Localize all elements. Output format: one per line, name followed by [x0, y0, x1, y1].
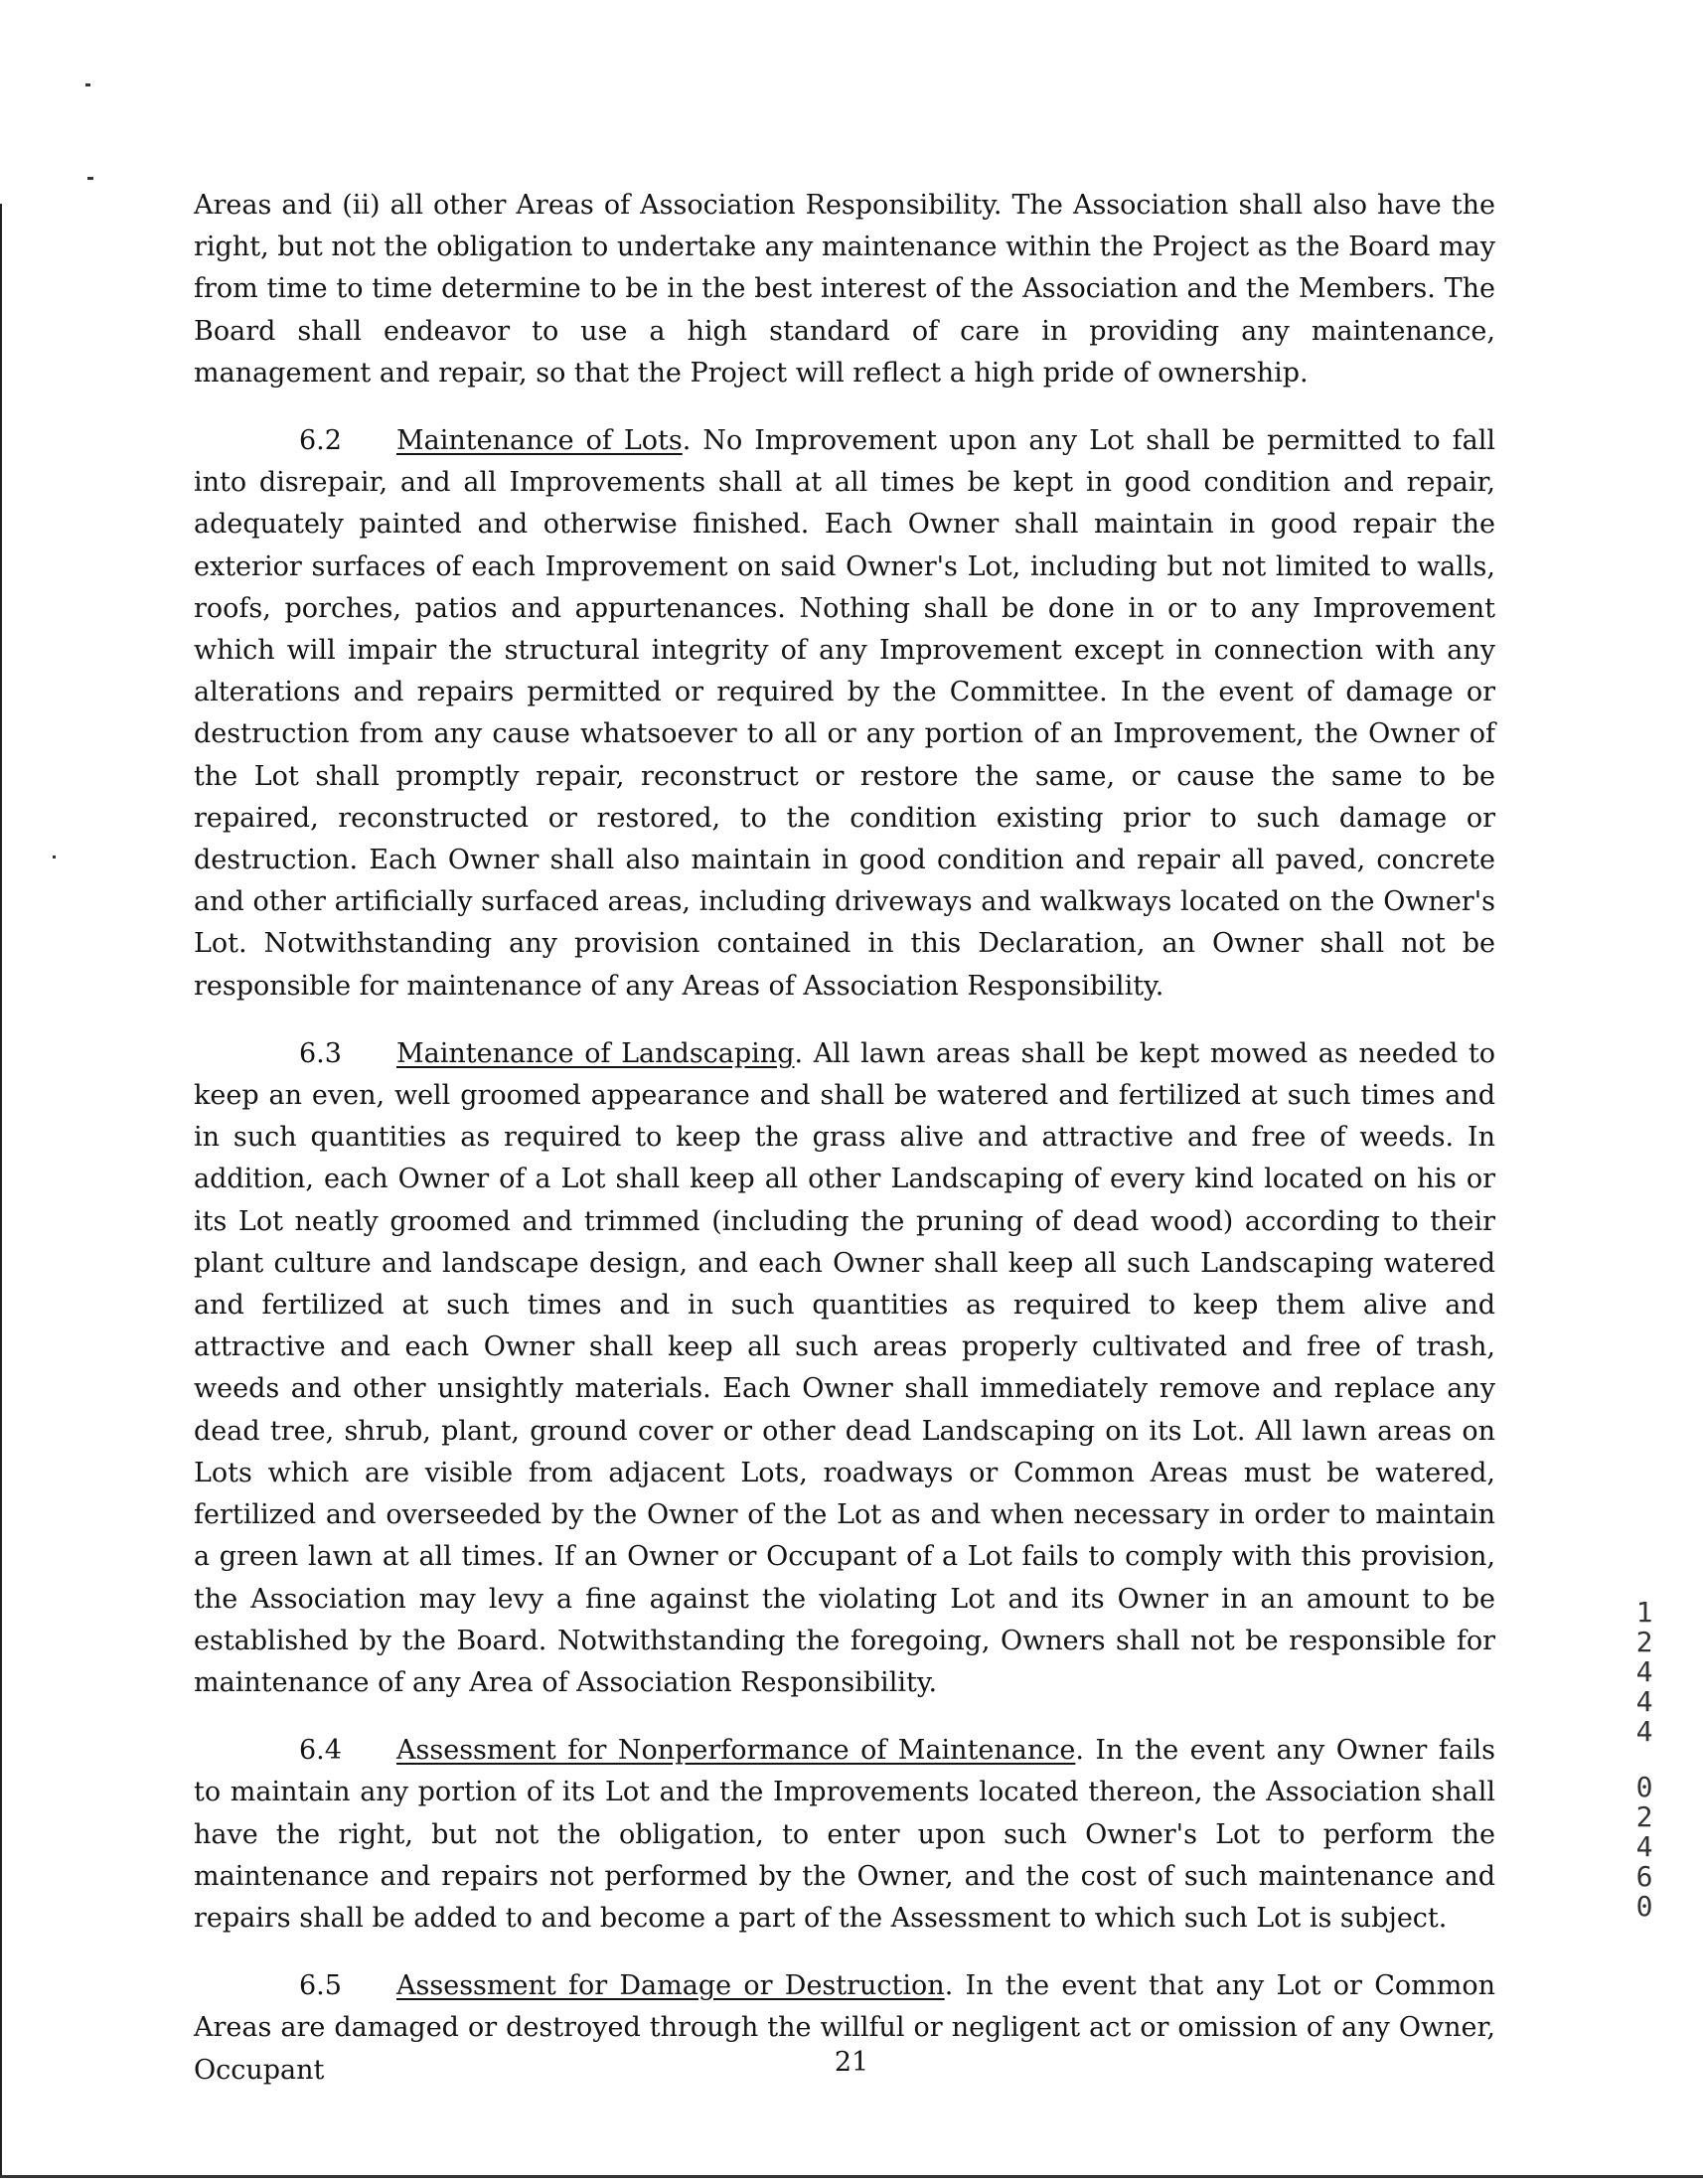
section-number: 6.3	[299, 1037, 342, 1069]
filing-stamp-number	[1629, 1598, 1659, 1922]
section-text: . No Improvement upon any Lot shall be permitted to fall into disrepair, and all Improvements shall at all times be kept in good condition and repair, adequately painted and otherwise finished. Each Owner shall maintain in good repair the exterior surfaces of each Improvement on said Owner's Lot, including but not limited to walls, roofs, porches, patios and appurtenances. Nothing shall be done in or to any Improvement which will impair the structural integrity of any Improvement except in connection with any alterations and repairs permitted or required by the Committee. In the event of damage or destruction from any cause whatsoever to all or any portion of an Improvement, the Owner of the Lot shall promptly repair, reconstruct or restore the same, or cause the same to be repaired, reconstructed or restored, to the condition existing prior to such damage or destruction. Each Owner shall also maintain in good condition and repair all paved, concrete and other artificially surfaced areas, including driveways and walkways located on the Owner's Lot. Notwithstanding any provision contained in this Declaration, an Owner shall not be responsible for maintenance of any Areas of Association Responsibility.	[194, 425, 1495, 1002]
section-text: . In the event that any Lot or Common Areas are damaged or destroyed through the willful or negligent act or omission of any Owner, Occupant	[194, 1970, 1495, 2086]
section-number: 6.2	[299, 425, 342, 457]
page-number: 21	[834, 2047, 869, 2078]
section-title: Assessment for Nonperformance of Maintenance	[396, 1735, 1076, 1767]
intro-text: Areas and (ii) all other Areas of Association Responsibility. The Association shall also have the right, but not the obligation to undertake any maintenance within the Project as the Board may from time to time determine to be in the best interest of the Association and the Members. The Board shall endeavor to use a high standard of care in providing any maintenance, management and repair, so that the Project will reflect a high pride of ownership.	[194, 190, 1495, 389]
intro-paragraph	[194, 185, 1495, 394]
scan-speck	[87, 177, 93, 180]
document-body	[194, 185, 1495, 2117]
scan-speck	[53, 856, 56, 858]
section-title: Maintenance of Lots	[396, 425, 683, 457]
filing-number-part1: 12444	[1635, 1596, 1653, 1748]
section-title: Assessment for Damage or Destruction	[396, 1970, 945, 2002]
section-6-4	[194, 1730, 1495, 1940]
scan-edge-left	[0, 204, 2, 2176]
section-6-3	[194, 1033, 1495, 1704]
section-title: Maintenance of Landscaping	[396, 1037, 795, 1069]
section-number: 6.4	[299, 1735, 342, 1767]
filing-number-part2: 02460	[1635, 1771, 1653, 1923]
section-6-2	[194, 420, 1495, 1008]
scan-edge-bottom	[0, 2175, 1703, 2178]
section-text: . In the event any Owner fails to maintain any portion of its Lot and the Improvements located thereon, the Association shall have the right, but not the obligation, to enter upon such Owner's Lot to perform the maintenance and repairs not performed by the Owner, and the cost of such maintenance and repairs shall be added to and become a part of the Assessment to which such Lot is subject.	[194, 1735, 1495, 1934]
scan-speck	[85, 83, 90, 86]
section-number: 6.5	[299, 1970, 342, 2002]
section-text: . All lawn areas shall be kept mowed as needed to keep an even, well groomed appearance and shall be watered and fertilized at such times and in such quantities as required to keep the grass alive and attractive and free of weeds. In addition, each Owner of a Lot shall keep all other Landscaping of every kind located on his or its Lot neatly groomed and trimmed (including the pruning of dead wood) according to their plant culture and landscape design, and each Owner shall keep all such Landscaping watered and fertilized at such times and in such quantities as required to keep them alive and attractive and each Owner shall keep all such areas properly cultivated and free of trash, weeds and other unsightly materials. Each Owner shall immediately remove and replace any dead tree, shrub, plant, ground cover or other dead Landscaping on its Lot. All lawn areas on Lots which are visible from adjacent Lots, roadways or Common Areas must be watered, fertilized and overseeded by the Owner of the Lot as and when necessary in order to maintain a green lawn at all times. If an Owner or Occupant of a Lot fails to comply with this provision, the Association may levy a fine against the violating Lot and its Owner in an amount to be established by the Board. Notwithstanding the foregoing, Owners shall not be responsible for maintenance of any Area of Association Responsibility.	[194, 1037, 1495, 1698]
